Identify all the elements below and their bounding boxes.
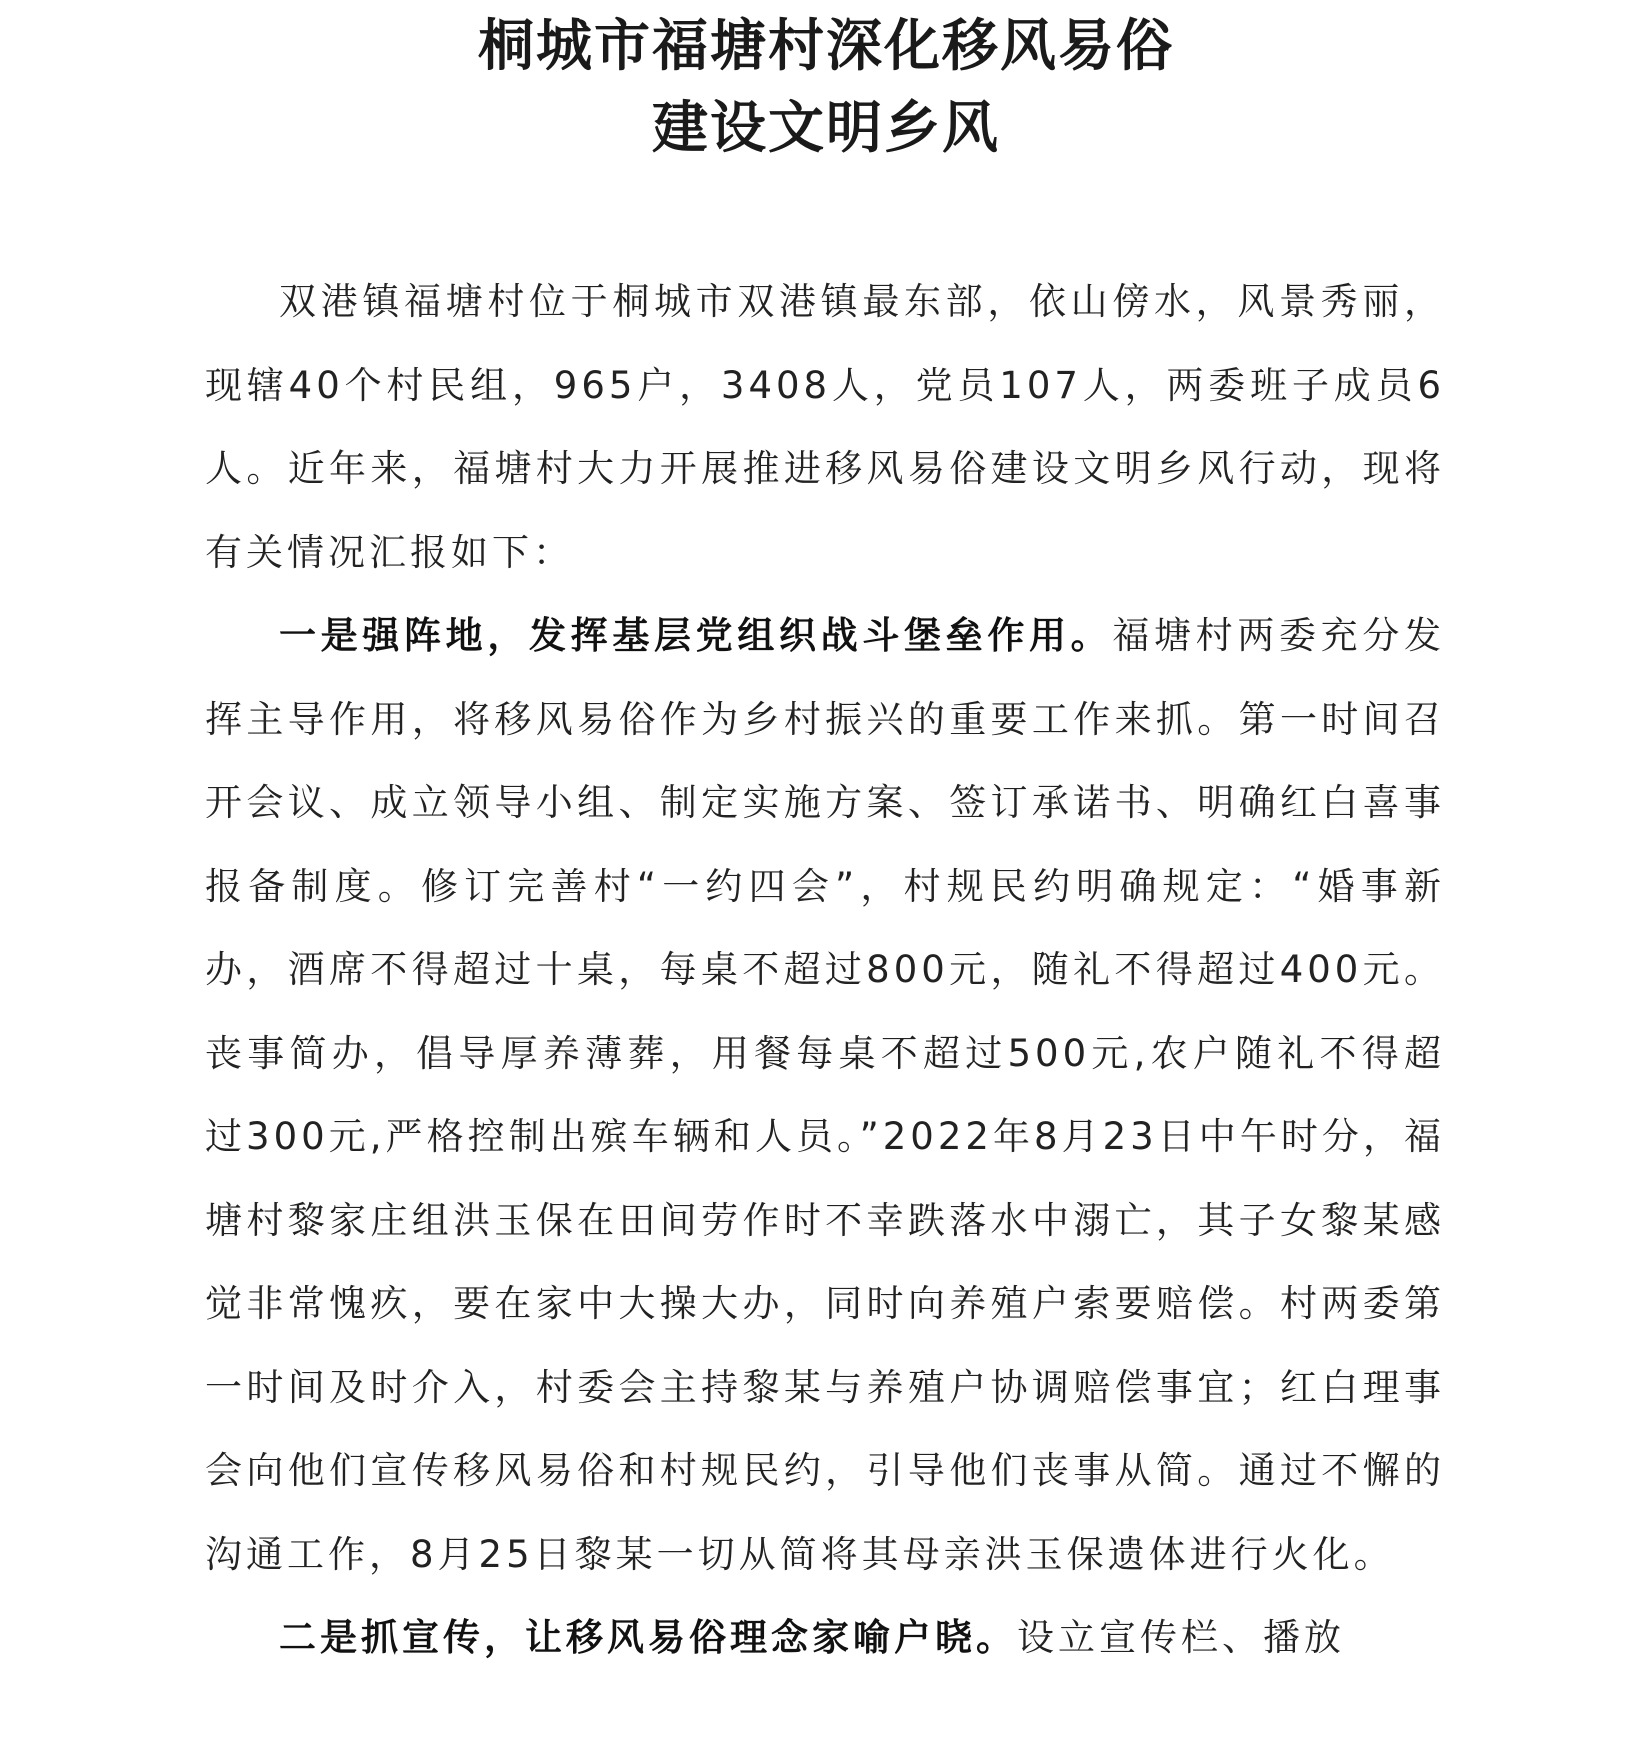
paragraph-intro-text: 双港镇福塘村位于桐城市双港镇最东部，依山傍水，风景秀丽，现辖40个村民组，965户，3408人，党员107人，两委班子成员6人。近年来，福塘村大力开展推进移风易俗建设文明乡风行动，现将有关情况汇报如下： — [205, 280, 1445, 574]
document-body — [205, 260, 1445, 1680]
paragraph-point-1-heading: 一是强阵地，发挥基层党组织战斗堡垒作用。 — [279, 613, 1113, 657]
paragraph-point-2 — [205, 1596, 1445, 1680]
paragraph-point-2-heading: 二是抓宣传，让移风易俗理念家喻户晓。 — [279, 1615, 1017, 1659]
document-title-line-1: 桐城市福塘村深化移风易俗 — [478, 13, 1174, 79]
paragraph-intro — [205, 260, 1445, 594]
document-title-line-2: 建设文明乡风 — [652, 95, 1000, 161]
paragraph-point-2-text: 设立宣传栏、播放 — [1017, 1616, 1345, 1659]
paragraph-point-1 — [205, 594, 1445, 1596]
paragraph-point-1-text: 福塘村两委充分发挥主导作用，将移风易俗作为乡村振兴的重要工作来抓。第一时间召开会议、成立领导小组、制定实施方案、签订承诺书、明确红白喜事报备制度。修订完善村“一约四会”，村规民约明确规定：“婚事新办，酒席不得超过十桌，每桌不超过800元，随礼不得超过400元。丧事简办，倡导厚养薄葬，用餐每桌不超过500元,农户随礼不得超过300元,严格控制出殡车辆和人员。”2022年8月23日中午时分，福塘村黎家庄组洪玉保在田间劳作时不幸跌落水中溺亡，其子女黎某感觉非常愧疚，要在家中大操大办，同时向养殖户索要赔偿。村两委第一时间及时介入，村委会主持黎某与养殖户协调赔偿事宜；红白理事会向他们宣传移风易俗和村规民约，引导他们丧事从简。通过不懈的沟通工作，8月25日黎某一切从简将其母亲洪玉保遗体进行火化。 — [205, 614, 1446, 1576]
